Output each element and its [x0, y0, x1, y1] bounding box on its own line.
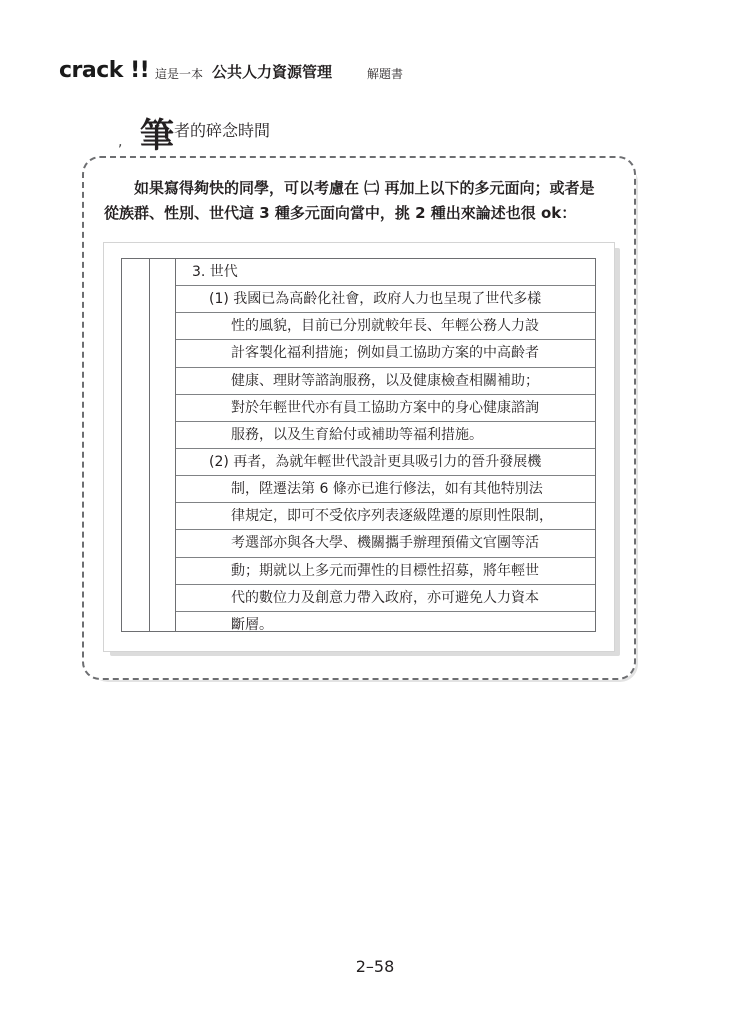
answer-row	[176, 558, 595, 585]
answer-row	[176, 422, 595, 449]
answer-text: (1) 我國已為高齡化社會，政府人力也呈現了世代多樣	[209, 291, 542, 308]
answer-row	[176, 340, 595, 367]
answer-row	[176, 286, 595, 313]
answer-rows	[176, 259, 595, 639]
answer-text: 對於年輕世代亦有員工協助方案中的身心健康諮詢	[231, 399, 539, 416]
answer-text: 計客製化福利措施；例如員工協助方案的中高齡者	[231, 345, 539, 362]
answer-text: 斷層。	[231, 616, 273, 633]
intro-line-2: 從族群、性別、世代這 3 種多元面向當中，挑 2 種出來論述也很 ok：	[104, 204, 577, 222]
answer-text: 3. 世代	[192, 264, 238, 280]
answer-row	[176, 259, 595, 286]
margin-line-1	[149, 259, 150, 631]
answer-text: 動；期就以上多元而彈性的目標性招募，將年輕世	[231, 562, 539, 579]
answer-text: 服務，以及生育給付或補助等福利措施。	[231, 426, 483, 443]
answer-text: 健康、理財等諮詢服務，以及健康檢查相關補助；	[231, 372, 539, 389]
brand-logo: crack !!	[59, 58, 150, 83]
answer-row	[176, 368, 595, 395]
note-title-big-char: 筆	[140, 116, 174, 156]
answer-text: 制，陞遷法第 6 條亦已進行修法，如有其他特別法	[231, 481, 543, 498]
note-intro	[104, 176, 616, 226]
note-title-rest: 者的碎念時間	[174, 121, 271, 140]
answer-row	[176, 313, 595, 340]
header-suffix: 解題書	[367, 67, 404, 81]
answer-sheet	[121, 258, 596, 632]
answer-text: 性的風貌，目前已分別就較年長、年輕公務人力設	[231, 318, 539, 335]
answer-text: (2) 再者，為就年輕世代設計更具吸引力的晉升發展機	[209, 453, 542, 470]
pen-tick-icon: ,	[118, 134, 123, 150]
answer-row	[176, 395, 595, 422]
page-number: 2–58	[355, 957, 395, 976]
answer-text: 代的數位力及創意力帶入政府，亦可避免人力資本	[231, 589, 539, 606]
answer-text: 律規定，即可不受依序列表逐級陞遷的原則性限制，	[231, 508, 553, 525]
answer-row	[176, 530, 595, 557]
header-book-name: 公共人力資源管理	[212, 63, 333, 81]
note-title	[140, 108, 271, 156]
header-prefix: 這是一本	[155, 67, 204, 81]
answer-text: 考選部亦與各大學、機關攜手辦理預備文官團等活	[231, 535, 539, 552]
answer-row	[176, 612, 595, 639]
answer-row	[176, 449, 595, 476]
intro-line-1: 如果寫得夠快的同學，可以考慮在 ㈡ 再加上以下的多元面向；或者是	[134, 179, 595, 197]
answer-row	[176, 476, 595, 503]
answer-row	[176, 585, 595, 612]
answer-row	[176, 503, 595, 530]
